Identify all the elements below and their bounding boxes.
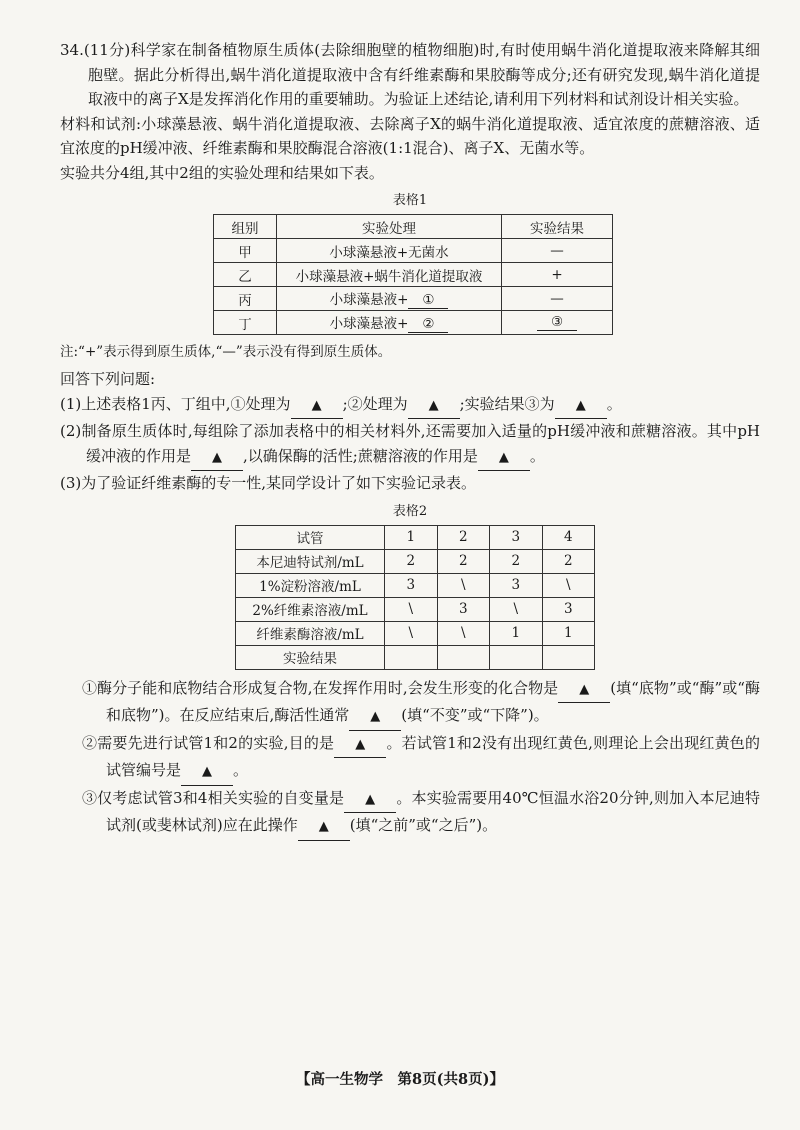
result-cell: — [502, 287, 613, 311]
answer-blank[interactable] [291, 392, 343, 420]
table-cell: \ [385, 597, 438, 621]
table2 [235, 525, 595, 670]
triangle-icon: ▲ [365, 791, 376, 807]
row-label: 实验结果 [236, 645, 385, 669]
result-cell: — [502, 239, 613, 263]
group-cell: 乙 [214, 263, 277, 287]
sub2-text: ②需要先进行试管1和2的实验,目的是 [82, 733, 335, 752]
row-label: 本尼迪特试剂/mL [236, 549, 385, 573]
group-cell: 丁 [214, 311, 277, 335]
result-cell [502, 311, 613, 335]
treatment-text: 小球藻悬液+蜗牛消化道提取液 [295, 268, 483, 285]
answer-blank[interactable] [344, 786, 396, 814]
answer-blank[interactable]: ③ [537, 314, 577, 331]
table-row [236, 573, 595, 597]
page-footer: 【高一生物学 第8页(共8页)】 [296, 1071, 504, 1088]
table1-header: 实验处理 [277, 215, 502, 239]
triangle-icon: ▲ [428, 397, 439, 413]
treatment-cell [277, 239, 502, 263]
answer-blank[interactable]: ② [408, 316, 448, 333]
sub1-text: (填“底物”或“酶”或“酶和底物”)。在反应结束后,酶活性通常 [106, 678, 760, 724]
table-cell: \ [437, 573, 490, 597]
sub2 [60, 731, 760, 786]
table-row [214, 263, 613, 287]
triangle-icon: ▲ [318, 819, 329, 834]
group-cell: 甲 [214, 239, 277, 263]
table-cell: 2 [490, 549, 543, 573]
q1-text: ;实验结果③为 [459, 394, 555, 413]
q2-text: 。 [529, 446, 545, 465]
sub3-text: 。本实验需要用40℃恒温水浴20分钟,则加入本尼迪特试剂(或斐林试剂)应在此操作 [106, 788, 760, 834]
answer-blank[interactable] [298, 813, 350, 841]
sub2-text: 。若试管1和2没有出现红黄色,则理论上会出现红黄色的试管编号是 [106, 733, 761, 779]
answer-blank[interactable] [408, 392, 460, 420]
triangle-icon: ▲ [202, 764, 213, 779]
groups-line: 实验共分4组,其中2组的实验处理和结果如下表。 [60, 163, 384, 182]
table1-header: 组别 [214, 215, 277, 239]
triangle-icon: ▲ [311, 397, 322, 413]
exam-page [60, 38, 760, 841]
treatment-text: 小球藻悬液+ [329, 292, 409, 308]
table1 [213, 214, 613, 335]
table-cell: 3 [542, 597, 595, 621]
table-row [236, 645, 595, 669]
table2-header: 4 [542, 525, 595, 549]
table-row [214, 287, 613, 311]
table-cell: 1 [490, 621, 543, 645]
sub1-text: (填“不变”或“下降”)。 [401, 706, 549, 724]
table-row [236, 621, 595, 645]
result-cell: + [502, 263, 613, 287]
materials-text: 材料和试剂:小球藻悬液、蜗牛消化道提取液、去除离子X的蜗牛消化道提取液、适宜浓度的蔗糖溶液、适宜浓度的pH缓冲液、纤维素酶和果胶酶混合溶液(1:1混合)、离子X、无菌水等。 [60, 114, 760, 157]
table-cell: \ [437, 621, 490, 645]
question-intro: 34.(11分)科学家在制备植物原生质体(去除细胞壁的植物细胞)时,有时使用蜗牛消化道提取液来降解其细胞壁。据此分析得出,蜗牛消化道提取液中含有纤维素酶和果胶酶等成分;还有研究发现,蜗牛消化道提取液中的离子X是发挥消化作用的重要辅助。为验证上述结论,请利用下列材料和试剂设计相关实验。 [60, 41, 760, 108]
sub3-text: (填“之前”或“之后”)。 [349, 816, 498, 834]
row-label: 1%淀粉溶液/mL [236, 573, 385, 597]
sub1 [60, 676, 760, 731]
table-cell: 3 [437, 597, 490, 621]
q1-text: 。 [606, 394, 622, 413]
table2-header: 1 [385, 525, 438, 549]
q2-text: (2)制备原生质体时,每组除了添加表格中的相关材料外,还需要加入适量的pH缓冲液和蔗糖溶液。其中pH缓冲液的作用是 [60, 422, 760, 465]
treatment-text: 小球藻悬液+无菌水 [329, 244, 449, 261]
table2-header: 试管 [236, 525, 385, 549]
triangle-icon: ▲ [212, 449, 223, 465]
q1-text: ;②处理为 [342, 394, 408, 413]
q2 [60, 419, 760, 471]
result-cell[interactable] [490, 645, 543, 669]
q3-intro: (3)为了验证纤维素酶的专一性,某同学设计了如下实验记录表。 [60, 474, 477, 492]
table-row [236, 549, 595, 573]
treatment-cell [277, 311, 502, 335]
result-cell[interactable] [437, 645, 490, 669]
triangle-icon: ▲ [575, 397, 586, 413]
table1-header: 实验结果 [502, 215, 613, 239]
table2-header: 3 [490, 525, 543, 549]
answer-blank[interactable] [478, 444, 530, 472]
table-cell: 2 [385, 549, 438, 573]
table-cell: 1 [542, 621, 595, 645]
row-label: 纤维素酶溶液/mL [236, 621, 385, 645]
triangle-icon: ▲ [370, 709, 381, 724]
table-cell: 2 [437, 549, 490, 573]
result-cell[interactable] [542, 645, 595, 669]
answer-blank[interactable] [191, 444, 243, 472]
sub3 [60, 786, 760, 841]
table-row [236, 597, 595, 621]
answer-blank[interactable] [555, 392, 607, 420]
q2-text: ,以确保酶的活性;蔗糖溶液的作用是 [243, 446, 478, 465]
answer-blank[interactable] [349, 703, 401, 731]
table-cell: 3 [385, 573, 438, 597]
table2-caption: 表格2 [392, 503, 428, 519]
treatment-text: 小球藻悬液+ [329, 316, 409, 332]
answer-blank[interactable] [558, 676, 610, 704]
answer-blank[interactable] [334, 731, 386, 759]
q1 [60, 392, 760, 420]
table-cell: \ [385, 621, 438, 645]
answer-blank[interactable]: ① [408, 292, 448, 309]
table-cell: \ [490, 597, 543, 621]
sub3-text: ③仅考虑试管3和4相关实验的自变量是 [82, 788, 345, 807]
sub2-text: 。 [233, 761, 249, 779]
group-cell: 丙 [214, 287, 277, 311]
table2-header: 2 [437, 525, 490, 549]
triangle-icon: ▲ [498, 449, 509, 465]
table1-header-row [214, 215, 613, 239]
table1-note: 注:“+”表示得到原生质体,“—”表示没有得到原生质体。 [60, 344, 392, 360]
table-cell: 2 [542, 549, 595, 573]
triangle-icon: ▲ [579, 681, 590, 697]
treatment-cell [277, 287, 502, 311]
answer-prompt: 回答下列问题: [60, 370, 156, 388]
table-cell: \ [542, 573, 595, 597]
treatment-cell [277, 263, 502, 287]
table-cell: 3 [490, 573, 543, 597]
triangle-icon: ▲ [355, 736, 366, 752]
sub1-text: ①酶分子能和底物结合形成复合物,在发挥作用时,会发生形变的化合物是 [82, 678, 559, 697]
table-row [214, 239, 613, 263]
q1-text: (1)上述表格1丙、丁组中,①处理为 [60, 394, 291, 413]
answer-blank[interactable] [181, 758, 233, 786]
table-row [214, 311, 613, 335]
table1-caption: 表格1 [392, 193, 428, 208]
result-cell[interactable] [385, 645, 438, 669]
row-label: 2%纤维素溶液/mL [236, 597, 385, 621]
table2-header-row [236, 525, 595, 549]
